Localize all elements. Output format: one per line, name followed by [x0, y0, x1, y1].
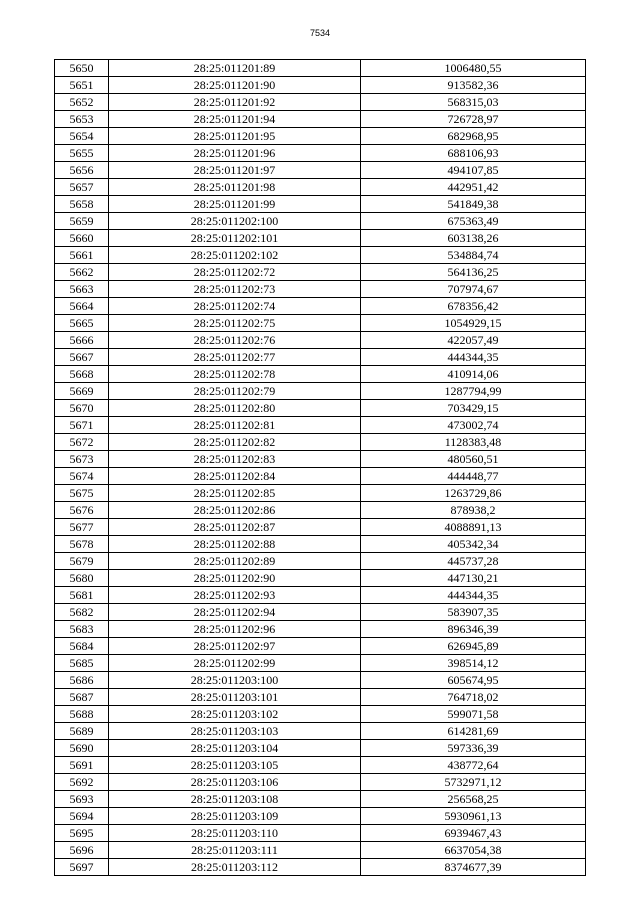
- row-number-cell: 5662: [55, 264, 109, 281]
- table-row: [55, 315, 586, 332]
- row-number-cell: 5685: [55, 655, 109, 672]
- cadastral-value-cell: 682968,95: [361, 128, 586, 145]
- cadastral-number-cell: 28:25:011201:97: [109, 162, 361, 179]
- cadastral-value-cell: 444344,35: [361, 587, 586, 604]
- cadastral-number-cell: 28:25:011202:102: [109, 247, 361, 264]
- cadastral-number-cell: 28:25:011203:109: [109, 808, 361, 825]
- row-number-cell: 5655: [55, 145, 109, 162]
- row-number-cell: 5681: [55, 587, 109, 604]
- cadastral-value-table: [54, 59, 586, 876]
- cadastral-number-cell: 28:25:011201:90: [109, 77, 361, 94]
- cadastral-number-cell: 28:25:011202:79: [109, 383, 361, 400]
- cadastral-value-cell: 678356,42: [361, 298, 586, 315]
- cadastral-value-cell: 726728,97: [361, 111, 586, 128]
- cadastral-value-cell: 583907,35: [361, 604, 586, 621]
- row-number-cell: 5665: [55, 315, 109, 332]
- row-number-cell: 5693: [55, 791, 109, 808]
- row-number-cell: 5659: [55, 213, 109, 230]
- table-row: [55, 77, 586, 94]
- cadastral-number-cell: 28:25:011202:78: [109, 366, 361, 383]
- table-row: [55, 451, 586, 468]
- cadastral-number-cell: 28:25:011202:88: [109, 536, 361, 553]
- cadastral-number-cell: 28:25:011203:106: [109, 774, 361, 791]
- table-row: [55, 689, 586, 706]
- cadastral-number-cell: 28:25:011203:102: [109, 706, 361, 723]
- row-number-cell: 5689: [55, 723, 109, 740]
- cadastral-number-cell: 28:25:011201:92: [109, 94, 361, 111]
- table-body: [55, 60, 586, 876]
- cadastral-value-cell: 6637054,38: [361, 842, 586, 859]
- cadastral-value-cell: 614281,69: [361, 723, 586, 740]
- cadastral-value-cell: 605674,95: [361, 672, 586, 689]
- cadastral-value-cell: 6939467,43: [361, 825, 586, 842]
- table-row: [55, 60, 586, 77]
- cadastral-value-cell: 405342,34: [361, 536, 586, 553]
- cadastral-number-cell: 28:25:011202:84: [109, 468, 361, 485]
- table-row: [55, 383, 586, 400]
- cadastral-number-cell: 28:25:011203:108: [109, 791, 361, 808]
- row-number-cell: 5683: [55, 621, 109, 638]
- cadastral-number-cell: 28:25:011202:73: [109, 281, 361, 298]
- cadastral-value-cell: 8374677,39: [361, 859, 586, 876]
- table-row: [55, 332, 586, 349]
- table-row: [55, 162, 586, 179]
- cadastral-number-cell: 28:25:011202:72: [109, 264, 361, 281]
- cadastral-number-cell: 28:25:011202:85: [109, 485, 361, 502]
- cadastral-value-cell: 1263729,86: [361, 485, 586, 502]
- table-row: [55, 94, 586, 111]
- row-number-cell: 5690: [55, 740, 109, 757]
- row-number-cell: 5651: [55, 77, 109, 94]
- cadastral-value-cell: 410914,06: [361, 366, 586, 383]
- row-number-cell: 5674: [55, 468, 109, 485]
- table-row: [55, 791, 586, 808]
- cadastral-number-cell: 28:25:011202:97: [109, 638, 361, 655]
- table-row: [55, 145, 586, 162]
- cadastral-value-cell: 913582,36: [361, 77, 586, 94]
- cadastral-number-cell: 28:25:011202:83: [109, 451, 361, 468]
- cadastral-value-cell: 896346,39: [361, 621, 586, 638]
- cadastral-number-cell: 28:25:011202:93: [109, 587, 361, 604]
- cadastral-number-cell: 28:25:011203:110: [109, 825, 361, 842]
- row-number-cell: 5696: [55, 842, 109, 859]
- table-row: [55, 621, 586, 638]
- table-row: [55, 808, 586, 825]
- row-number-cell: 5695: [55, 825, 109, 842]
- cadastral-number-cell: 28:25:011201:95: [109, 128, 361, 145]
- table-row: [55, 570, 586, 587]
- cadastral-number-cell: 28:25:011201:94: [109, 111, 361, 128]
- table-row: [55, 519, 586, 536]
- row-number-cell: 5691: [55, 757, 109, 774]
- cadastral-value-cell: 688106,93: [361, 145, 586, 162]
- cadastral-value-cell: 422057,49: [361, 332, 586, 349]
- cadastral-value-cell: 473002,74: [361, 417, 586, 434]
- row-number-cell: 5679: [55, 553, 109, 570]
- row-number-cell: 5664: [55, 298, 109, 315]
- cadastral-number-cell: 28:25:011203:104: [109, 740, 361, 757]
- row-number-cell: 5694: [55, 808, 109, 825]
- row-number-cell: 5653: [55, 111, 109, 128]
- cadastral-value-cell: 444344,35: [361, 349, 586, 366]
- cadastral-number-cell: 28:25:011203:101: [109, 689, 361, 706]
- table-row: [55, 638, 586, 655]
- cadastral-value-cell: 564136,25: [361, 264, 586, 281]
- table-row: [55, 502, 586, 519]
- row-number-cell: 5678: [55, 536, 109, 553]
- row-number-cell: 5687: [55, 689, 109, 706]
- row-number-cell: 5670: [55, 400, 109, 417]
- table-row: [55, 349, 586, 366]
- row-number-cell: 5671: [55, 417, 109, 434]
- cadastral-number-cell: 28:25:011202:94: [109, 604, 361, 621]
- table-row: [55, 553, 586, 570]
- cadastral-value-cell: 445737,28: [361, 553, 586, 570]
- cadastral-number-cell: 28:25:011202:101: [109, 230, 361, 247]
- row-number-cell: 5660: [55, 230, 109, 247]
- table-row: [55, 230, 586, 247]
- table-row: [55, 366, 586, 383]
- cadastral-number-cell: 28:25:011201:96: [109, 145, 361, 162]
- table-row: [55, 740, 586, 757]
- table-row: [55, 417, 586, 434]
- row-number-cell: 5688: [55, 706, 109, 723]
- cadastral-number-cell: 28:25:011203:100: [109, 672, 361, 689]
- row-number-cell: 5657: [55, 179, 109, 196]
- cadastral-number-cell: 28:25:011202:86: [109, 502, 361, 519]
- table-row: [55, 196, 586, 213]
- cadastral-value-cell: 494107,85: [361, 162, 586, 179]
- cadastral-number-cell: 28:25:011202:75: [109, 315, 361, 332]
- row-number-cell: 5669: [55, 383, 109, 400]
- row-number-cell: 5650: [55, 60, 109, 77]
- row-number-cell: 5686: [55, 672, 109, 689]
- table-row: [55, 536, 586, 553]
- cadastral-value-cell: 1128383,48: [361, 434, 586, 451]
- row-number-cell: 5652: [55, 94, 109, 111]
- cadastral-number-cell: 28:25:011202:81: [109, 417, 361, 434]
- cadastral-number-cell: 28:25:011201:89: [109, 60, 361, 77]
- row-number-cell: 5663: [55, 281, 109, 298]
- table-row: [55, 213, 586, 230]
- cadastral-value-cell: 534884,74: [361, 247, 586, 264]
- cadastral-number-cell: 28:25:011202:90: [109, 570, 361, 587]
- table-row: [55, 825, 586, 842]
- page-number: 7534: [309, 28, 331, 38]
- cadastral-value-cell: 597336,39: [361, 740, 586, 757]
- cadastral-value-cell: 480560,51: [361, 451, 586, 468]
- row-number-cell: 5668: [55, 366, 109, 383]
- cadastral-value-cell: 444448,77: [361, 468, 586, 485]
- table-row: [55, 723, 586, 740]
- cadastral-number-cell: 28:25:011202:80: [109, 400, 361, 417]
- cadastral-number-cell: 28:25:011201:99: [109, 196, 361, 213]
- row-number-cell: 5656: [55, 162, 109, 179]
- row-number-cell: 5661: [55, 247, 109, 264]
- cadastral-number-cell: 28:25:011201:98: [109, 179, 361, 196]
- cadastral-value-cell: 675363,49: [361, 213, 586, 230]
- cadastral-value-cell: 1054929,15: [361, 315, 586, 332]
- cadastral-value-cell: 4088891,13: [361, 519, 586, 536]
- cadastral-number-cell: 28:25:011202:74: [109, 298, 361, 315]
- table-row: [55, 842, 586, 859]
- cadastral-number-cell: 28:25:011202:89: [109, 553, 361, 570]
- cadastral-value-cell: 447130,21: [361, 570, 586, 587]
- cadastral-value-cell: 568315,03: [361, 94, 586, 111]
- row-number-cell: 5677: [55, 519, 109, 536]
- row-number-cell: 5697: [55, 859, 109, 876]
- cadastral-value-cell: 442951,42: [361, 179, 586, 196]
- cadastral-value-cell: 256568,25: [361, 791, 586, 808]
- table-row: [55, 128, 586, 145]
- row-number-cell: 5675: [55, 485, 109, 502]
- cadastral-number-cell: 28:25:011202:96: [109, 621, 361, 638]
- row-number-cell: 5692: [55, 774, 109, 791]
- row-number-cell: 5667: [55, 349, 109, 366]
- table-row: [55, 468, 586, 485]
- cadastral-value-cell: 398514,12: [361, 655, 586, 672]
- table-row: [55, 179, 586, 196]
- table-row: [55, 672, 586, 689]
- row-number-cell: 5658: [55, 196, 109, 213]
- row-number-cell: 5666: [55, 332, 109, 349]
- table-row: [55, 264, 586, 281]
- row-number-cell: 5680: [55, 570, 109, 587]
- table-row: [55, 655, 586, 672]
- cadastral-number-cell: 28:25:011202:100: [109, 213, 361, 230]
- cadastral-value-cell: 541849,38: [361, 196, 586, 213]
- row-number-cell: 5682: [55, 604, 109, 621]
- row-number-cell: 5684: [55, 638, 109, 655]
- cadastral-number-cell: 28:25:011203:103: [109, 723, 361, 740]
- cadastral-number-cell: 28:25:011202:76: [109, 332, 361, 349]
- row-number-cell: 5672: [55, 434, 109, 451]
- cadastral-number-cell: 28:25:011203:111: [109, 842, 361, 859]
- table-row: [55, 485, 586, 502]
- cadastral-value-cell: 603138,26: [361, 230, 586, 247]
- cadastral-value-cell: 764718,02: [361, 689, 586, 706]
- table-row: [55, 281, 586, 298]
- row-number-cell: 5676: [55, 502, 109, 519]
- cadastral-value-cell: 5732971,12: [361, 774, 586, 791]
- row-number-cell: 5654: [55, 128, 109, 145]
- table-row: [55, 111, 586, 128]
- cadastral-value-cell: 626945,89: [361, 638, 586, 655]
- cadastral-value-cell: 438772,64: [361, 757, 586, 774]
- cadastral-number-cell: 28:25:011202:99: [109, 655, 361, 672]
- cadastral-value-cell: 878938,2: [361, 502, 586, 519]
- cadastral-number-cell: 28:25:011202:82: [109, 434, 361, 451]
- table-row: [55, 587, 586, 604]
- table-row: [55, 434, 586, 451]
- cadastral-number-cell: 28:25:011203:105: [109, 757, 361, 774]
- table-row: [55, 859, 586, 876]
- table-row: [55, 706, 586, 723]
- table-row: [55, 757, 586, 774]
- table-row: [55, 400, 586, 417]
- cadastral-number-cell: 28:25:011202:87: [109, 519, 361, 536]
- cadastral-number-cell: 28:25:011202:77: [109, 349, 361, 366]
- table-row: [55, 247, 586, 264]
- table-row: [55, 604, 586, 621]
- cadastral-value-cell: 1287794,99: [361, 383, 586, 400]
- cadastral-value-cell: 599071,58: [361, 706, 586, 723]
- table-row: [55, 298, 586, 315]
- cadastral-value-cell: 1006480,55: [361, 60, 586, 77]
- table-row: [55, 774, 586, 791]
- cadastral-value-cell: 707974,67: [361, 281, 586, 298]
- cadastral-number-cell: 28:25:011203:112: [109, 859, 361, 876]
- cadastral-value-cell: 5930961,13: [361, 808, 586, 825]
- cadastral-value-cell: 703429,15: [361, 400, 586, 417]
- row-number-cell: 5673: [55, 451, 109, 468]
